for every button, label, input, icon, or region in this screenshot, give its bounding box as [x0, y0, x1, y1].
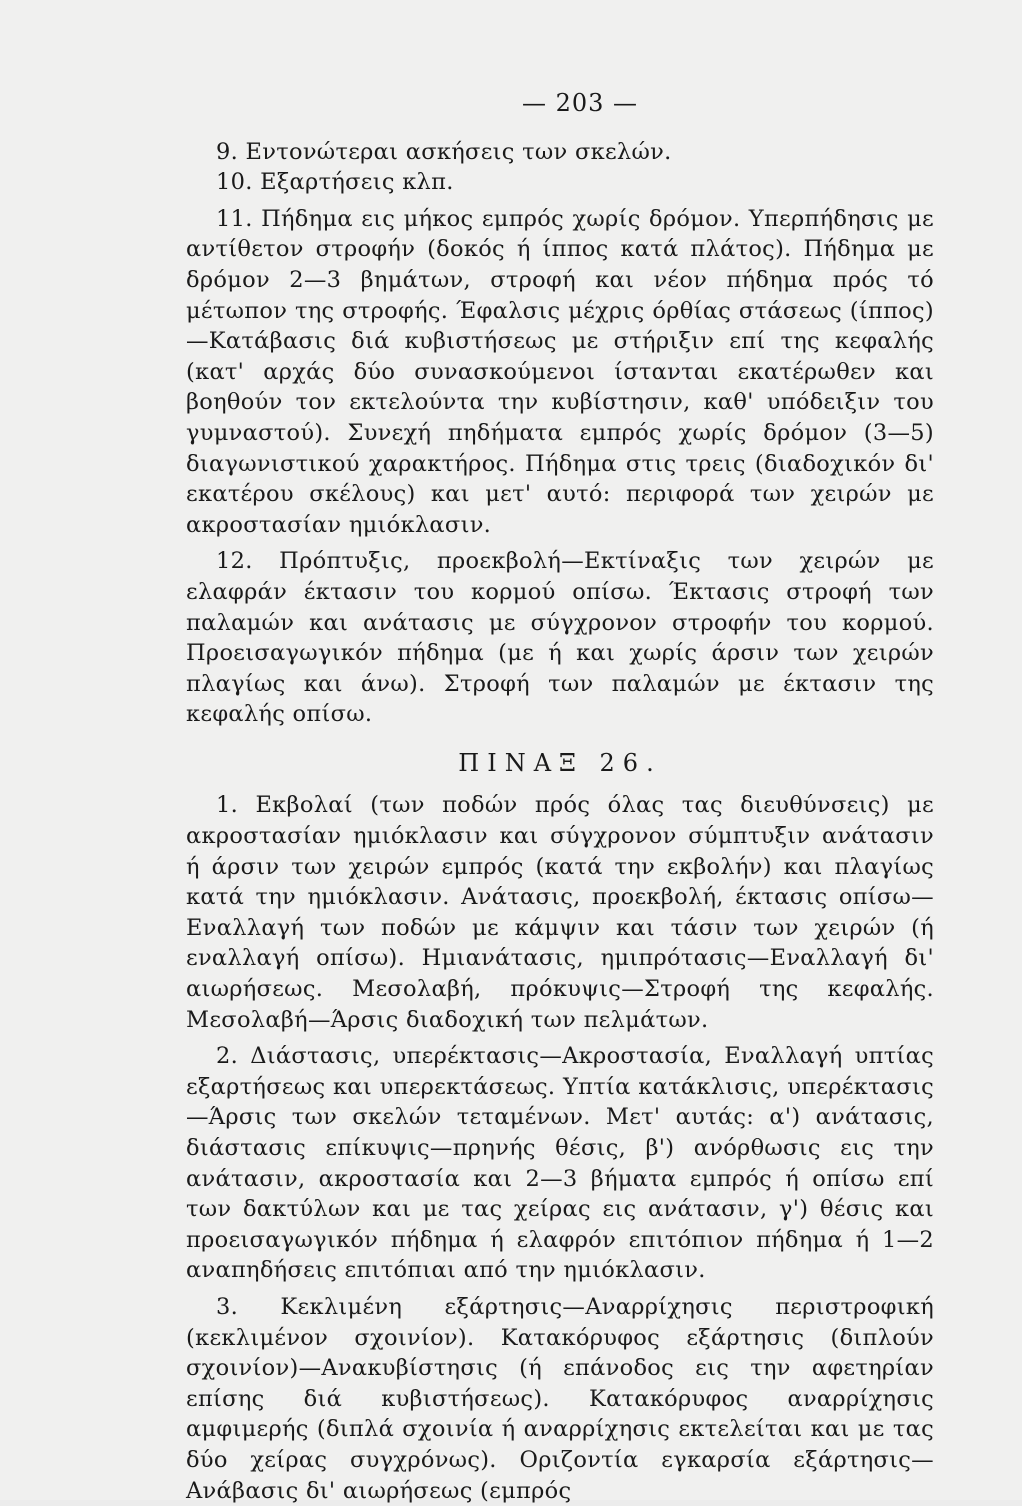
- exercise-paragraph-12: 12. Πρόπτυξις, προεκβολή—Εκτίναξις των χειρών με ελαφράν έκτασιν του κορμού οπίσω. Έκτασις στροφή των παλαμών και ανάτασις με σύγχρονον στροφήν του κορμού. Προεισαγωγικόν πήδημα (με ή και χωρίς άρσιν των χειρών πλαγίως και άνω). Στροφή των παλαμών με έκτασιν της κεφαλής οπίσω.: [186, 548, 934, 728]
- section-heading: ΠΙΝΑΞ 26.: [458, 748, 662, 777]
- table-paragraph-1: 1. Εκβολαί (των ποδών πρός όλας τας διευθύνσεις) με ακροστασίαν ημιόκλασιν και σύγχρονον σύμπτυξιν ανάτασιν ή άρσιν των χειρών εμπρός (κατά την εκβολήν) και πλαγίως κατά την ημιόκλασιν. Ανάτασις, προεκβολή, έκτασις οπίσω—Εναλλαγή των ποδών με κάμψιν και τάσιν των χειρών (ή εναλλαγή οπίσω). Ημιανάτασις, ημιπρότασις—Εναλλαγή δι' αιωρήσεως. Μεσολαβή, πρόκυψις—Στροφή της κεφαλής. Μεσολαβή—Άρσις διαδοχική των πελμάτων.: [186, 792, 934, 1033]
- list-item: 9. Εντονώτεραι ασκήσεις των σκελών.: [216, 138, 672, 165]
- table-paragraph-2: 2. Διάστασις, υπερέκτασις—Ακροστασία, Εναλλαγή υπτίας εξαρτήσεως και υπερεκτάσεως. Υπτία κατάκλισις, υπερέκτασις—Άρσις των σκελών τεταμένων. Μετ' αυτάς: α') ανάτασις, διάστασις επίκυψις—πρηνής θέσις, β') ανόρθωσις εις την ανάτασιν, ακροστασία και 2—3 βήματα εμπρός ή οπίσω επί των δακτύλων και με τας χείρας εις ανάτασιν, γ') θέσις και προεισαγωγικόν πήδημα ή ελαφρόν επιτόπιον πήδημα ή 1—2 αναπηδήσεις επιτόπιαι από την ημιόκλασιν.: [186, 1043, 934, 1284]
- exercise-paragraph-11: 11. Πήδημα εις μήκος εμπρός χωρίς δρόμον. Υπερπήδησις με αντίθετον στροφήν (δοκός ή ίππος κατά πλάτος). Πήδημα με δρόμον 2—3 βημάτων, στροφή και νέον πήδημα πρός τό μέτωπον της στροφής. Έφαλσις μέχρις όρθίας στάσεως (ίππος)—Κατάβασις διά κυβιστήσεως με στήριξιν επί της κεφαλής (κατ' αρχάς δύο συνασκούμενοι ίστανται εκατέρωθεν και βοηθούν τον εκτελούντα την κυβίστησιν, καθ' υπόδειξιν του γυμναστού). Συνεχή πηδήματα εμπρός χωρίς δρόμον (3—5) διαγωνιστικού χαρακτήρος. Πήδημα στις τρεις (διαδοχικόν δι' εκατέρου σκέλους) και μετ' αυτό: περιφορά των χειρών με ακροστασίαν ημιόκλασιν.: [186, 205, 934, 538]
- list-item: 10. Εξαρτήσεις κλπ.: [216, 169, 454, 196]
- page-number: — 203 —: [521, 89, 639, 117]
- page-content: [186, 88, 934, 1506]
- table-paragraph-3: 3. Κεκλιμένη εξάρτησις—Αναρρίχησις περιστροφική (κεκλιμένον σχοινίον). Κατακόρυφος εξάρτησις (διπλούν σχοινίον)—Ανακυβίστησις (ή επάνοδος εις την αφετηρίαν επίσης διά κυβιστήσεως). Κατακόρυφος αναρρίχησις αμφιμερής (διπλά σχοινία ή αναρρίχησις εκτελείται και με τας δύο χείρας συγχρόνως). Οριζοντία εγκαρσία εξάρτησις—Ανάβασις δι' αιωρήσεως (εμπρός: [186, 1293, 934, 1504]
